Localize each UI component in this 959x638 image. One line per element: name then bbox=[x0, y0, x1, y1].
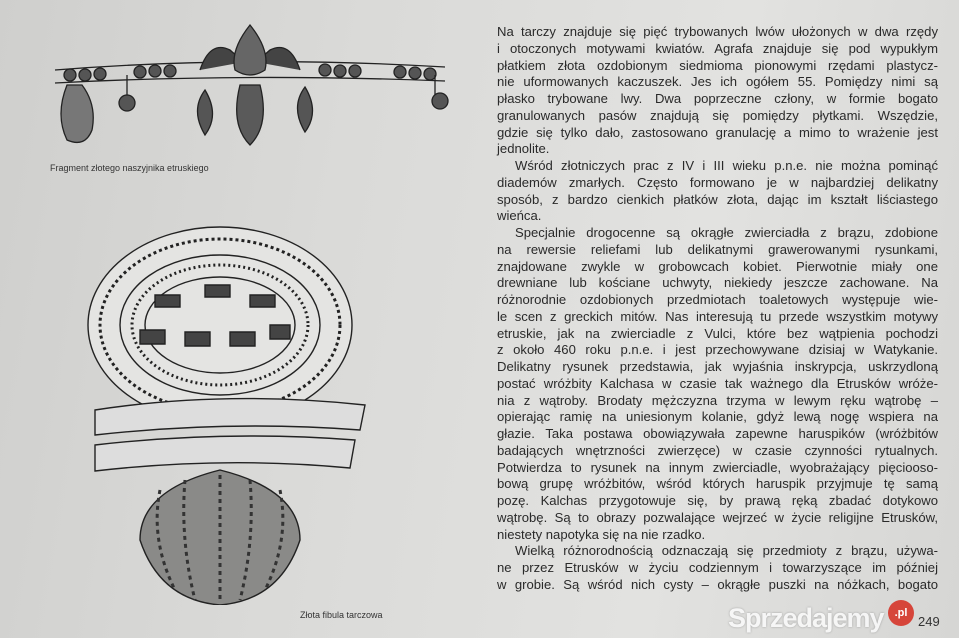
text-line: badających wnętrzności zwierzęce) w czasie czynności rytualnych. bbox=[497, 442, 938, 458]
text-line: nie uformowanych kaczuszek. Jes ich ogółem 55. Pomiędzy nimi są bbox=[497, 74, 938, 90]
text-line: bową grupę wróżbitów, wśród których haruspik przyjmuje tę samą bbox=[497, 476, 938, 492]
watermark-badge: .pl bbox=[888, 600, 914, 626]
fibula-caption: Złota fibula tarczowa bbox=[300, 610, 383, 620]
text-line: pozę. Kalchas przygotowuje się, by prawą ręką zbadać dotykowo bbox=[497, 493, 938, 508]
text-line: w grobie. Są wśród nich cysty – okrągłe puszki na nóżkach, bogato bbox=[497, 576, 938, 592]
text-line: wieńca. bbox=[497, 208, 542, 224]
text-line: drewniane lub kościane uchwyty, niekiedy jeszcze zachowane. Na bbox=[497, 275, 938, 291]
paragraph bbox=[497, 158, 938, 225]
text-line: i otoczonych motywami kwiatów. Agrafa znajduje się pod wypukłym bbox=[497, 40, 938, 56]
necklace-illustration bbox=[45, 15, 455, 155]
text-line: Potwierdza to rysunek na innym zwierciadle, wyobrażający pięciooso- bbox=[497, 459, 938, 475]
text-line: wątrobę. Są to obrazy pozwalające wejrzeć w życie religijne Etrusków, bbox=[497, 509, 938, 525]
text-line: niestety napotyka się na nie rzadko. bbox=[497, 526, 706, 542]
text-line: le scen z greckich mitów. Nas interesują tu przede wszystkim motywy bbox=[497, 308, 938, 324]
text-line: postać wróżbity Kalchasa w czasie tak ważnego dla Etrusków wróże- bbox=[497, 375, 938, 391]
text-line: etruskie, jak na zwierciadle z Vulci, które bez wątpienia pochodzi bbox=[497, 325, 938, 341]
text-line: na rewersie reliefami lub delikatnymi grawerowanymi rysunkami, bbox=[497, 241, 938, 257]
text-line: ne przez Etrusków w życiu codziennym i towarzyszące im później bbox=[497, 560, 938, 575]
text-line: Na tarczy znajduje się pięć trybowanych lwów ułożonych w dwa rzędy bbox=[497, 24, 938, 39]
text-line: jednolite. bbox=[497, 141, 550, 157]
text-line: różnorodnie ozdobionych przedmiotach toaletowych występuje wie- bbox=[497, 292, 938, 307]
watermark-logo: Sprzedajemy bbox=[728, 603, 884, 633]
text-line: głazie. Taka postawa obowiązywała zapewne haruspików (wróżbitów bbox=[497, 426, 938, 441]
text-line: granulowanych pasów znajdują się pomiędzy płytkami. Wszędzie, bbox=[497, 107, 938, 123]
paragraph bbox=[497, 24, 938, 158]
text-line: znajdowane zwykle w grobowcach kobiet. Pierwotnie miały one bbox=[497, 258, 938, 274]
text-line: gdzie się tylko dało, zastosowano granulację a mimo to wrażenie jest bbox=[497, 124, 938, 140]
text-line: sposób, z bardzo cienkich płatków złota, dając im kształt liściastego bbox=[497, 191, 938, 207]
text-line: z około 460 roku p.n.e. i jest przechowywane dzisiaj w Watykanie. bbox=[497, 342, 938, 358]
text-line: nia z wątroby. Brodaty mężczyzna trzyma w lewym ręku wątrobę – bbox=[497, 392, 938, 408]
page-number: 249 bbox=[918, 614, 940, 629]
text-line: Delikatny rysunek przedstawia, jak wyjaśnia inskrypcja, uskrzydloną bbox=[497, 359, 938, 374]
text-line: płasko trybowane lwy. Dwa poprzeczne człony, w formie bogato bbox=[497, 91, 938, 106]
paragraph bbox=[497, 543, 938, 593]
text-line: diademów zmarłych. Często formowano je w najbardziej delikatny bbox=[497, 174, 938, 190]
body-text bbox=[497, 24, 938, 594]
text-line: Wśród złotniczych prac z IV i III wieku p.n.e. nie można pominąć bbox=[515, 158, 938, 173]
text-line: opierając ramię na uniesionym kolanie, gdyż lewą nogę wspiera na bbox=[497, 409, 938, 425]
fibula-illustration bbox=[85, 220, 370, 605]
paragraph bbox=[497, 225, 938, 543]
text-line: Wielką różnorodnością odznaczają się przedmioty z brązu, używa- bbox=[515, 543, 938, 559]
text-line: płatkiem złota ozdobionym siedmioma pionowymi rzędami plastycz- bbox=[497, 57, 938, 73]
necklace-caption: Fragment złotego naszyjnika etruskiego bbox=[50, 163, 209, 173]
text-line: Specjalnie drogocenne są okrągłe zwierciadła z brązu, zdobione bbox=[515, 225, 938, 240]
